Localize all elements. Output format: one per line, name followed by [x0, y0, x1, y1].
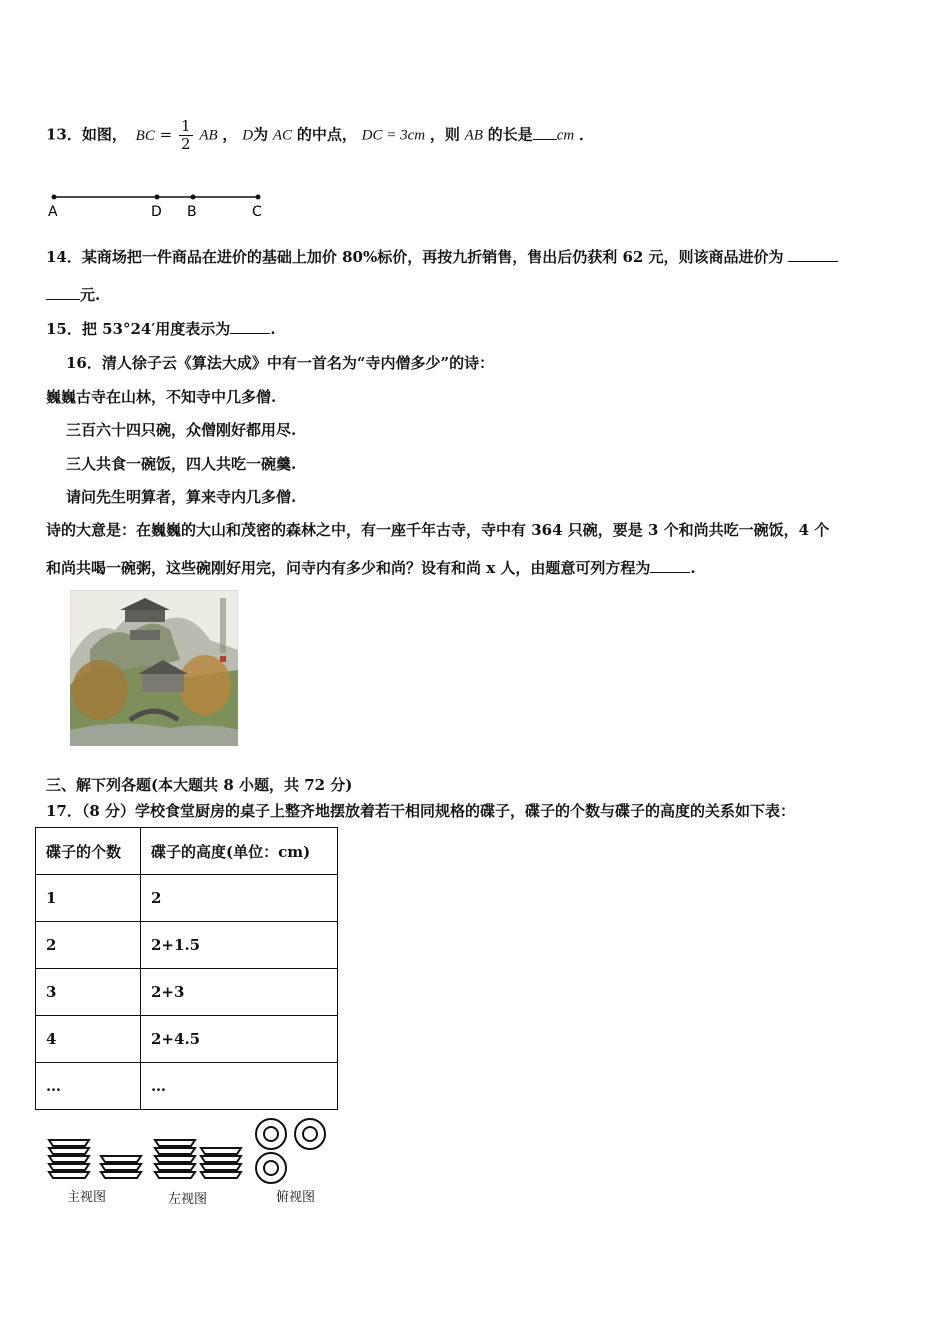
table-cell-height: 2: [141, 875, 338, 922]
label-a: A: [48, 204, 58, 220]
q14-end: 元.: [80, 286, 101, 304]
q13-answer-blank[interactable]: [533, 125, 557, 140]
q13-frac-num: 1: [180, 117, 191, 135]
q17-text: 17．（8 分）学校食堂厨房的桌子上整齐地摆放着若干相同规格的碟子，碟子的个数与碟子的高度的关系如下表：: [46, 802, 796, 820]
q13-text-then: ，则: [429, 125, 460, 144]
left-view-stack-2: [201, 1148, 241, 1178]
table-header-height: 碟子的高度(单位：cm): [141, 828, 338, 875]
q16-meaning-text: 和尚共喝一碗粥，这些碗刚好用完，问寺内有多少和尚？设有和尚 x 人，由题意可列方程为: [46, 559, 651, 577]
plate-stack-views: [40, 1116, 340, 1188]
table-row: [36, 875, 338, 922]
q16-meaning-line-1: 诗的大意是：在巍巍的大山和茂密的森林之中，有一座千年古寺，寺中有 364 只碗，要是 3 个和尚共吃一碗饭，4 个: [46, 521, 830, 539]
q13-unit: cm: [556, 127, 575, 144]
label-d: D: [151, 204, 162, 220]
q13-text-len: 的长是: [487, 125, 533, 144]
q13-end: ．: [579, 125, 595, 144]
point-d-dot: [155, 195, 160, 200]
table-cell-height: …: [141, 1063, 338, 1110]
q13-eq-rhs: AB: [199, 127, 218, 144]
table-row: [36, 922, 338, 969]
table-cell-count: 4: [36, 1016, 141, 1063]
point-c-dot: [256, 195, 261, 200]
q13-segment-diagram: [40, 186, 280, 222]
left-view-label: 左视图: [168, 1192, 208, 1207]
table-cell-height: 2+4.5: [141, 1016, 338, 1063]
table-header-count: 碟子的个数: [36, 828, 141, 875]
q13-text-mid: 的中点，: [296, 125, 357, 144]
table-cell-count: …: [36, 1063, 141, 1110]
q16-poem-line-4: 请问先生明算者，算来寺内几多僧.: [66, 488, 297, 506]
left-view-stack-1: [155, 1140, 195, 1178]
q15-line: [46, 318, 276, 339]
q13-eq-lhs: BC: [135, 127, 155, 144]
q16-title: 16．清人徐子云《算法大成》中有一首名为“寺内僧多少”的诗：: [66, 354, 495, 372]
q16-end: .: [690, 559, 696, 577]
q16-answer-blank[interactable]: [650, 558, 690, 573]
table-cell-height: 2+3: [141, 969, 338, 1016]
top-view-label: 俯视图: [276, 1190, 316, 1205]
table-row: [36, 969, 338, 1016]
table-row: [36, 1063, 338, 1110]
q13-line: [46, 118, 594, 153]
q15-text: 15．把 53°24′用度表示为: [46, 320, 231, 338]
table-row: [36, 1016, 338, 1063]
q14-text: 14．某商场把一件商品在进价的基础上加价 80%标价，再按九折销售，售出后仍获利 62 元，则该商品进价为: [46, 248, 784, 266]
q13-text-is: 为: [253, 125, 269, 144]
q16-poem-line-3: 三人共食一碗饭，四人共吃一碗羹.: [66, 455, 297, 473]
temple-landscape-painting: [70, 590, 238, 746]
q15-answer-blank[interactable]: [230, 319, 270, 334]
table-cell-count: 1: [36, 875, 141, 922]
top-view-plates: [256, 1119, 325, 1183]
front-view-short-stack: [101, 1156, 141, 1178]
q13-point-d: D: [242, 127, 254, 144]
point-b-dot: [191, 195, 196, 200]
q16-poem-line-1: 巍巍古寺在山林，不知寺中几多僧.: [46, 388, 277, 406]
q14-line1: [46, 246, 838, 267]
plate-height-table: [35, 827, 338, 1110]
q16-meaning-line-2: [46, 557, 696, 578]
table-cell-count: 2: [36, 922, 141, 969]
q13-eq-sign: =: [159, 125, 173, 144]
q13-number: 13．: [46, 125, 82, 144]
front-view-label: 主视图: [67, 1190, 107, 1205]
q15-end: .: [270, 320, 276, 338]
q13-intro: 如图，: [81, 125, 127, 144]
label-c: C: [252, 204, 262, 220]
q14-answer-blank-part1[interactable]: [788, 247, 838, 262]
table-cell-height: 2+1.5: [141, 922, 338, 969]
q13-fraction: [179, 118, 193, 153]
q16-poem-line-2: 三百六十四只碗，众僧刚好都用尽.: [66, 421, 297, 439]
q14-line2: [46, 284, 100, 305]
front-view-tall-stack: [49, 1140, 89, 1178]
table-header-row: [36, 828, 338, 875]
q13-seg-ac: AC: [272, 127, 293, 144]
q13-seg-ab: AB: [464, 127, 483, 144]
point-a-dot: [52, 195, 57, 200]
q13-frac-den: 2: [180, 135, 191, 153]
q13-dc-eq: DC = 3cm: [361, 127, 426, 144]
section3-heading: 三、解下列各题(本大题共 8 小题，共 72 分): [46, 776, 353, 794]
q13-comma: ，: [222, 125, 238, 144]
table-cell-count: 3: [36, 969, 141, 1016]
label-b: B: [187, 204, 197, 220]
q14-answer-blank-part2[interactable]: [46, 285, 80, 300]
